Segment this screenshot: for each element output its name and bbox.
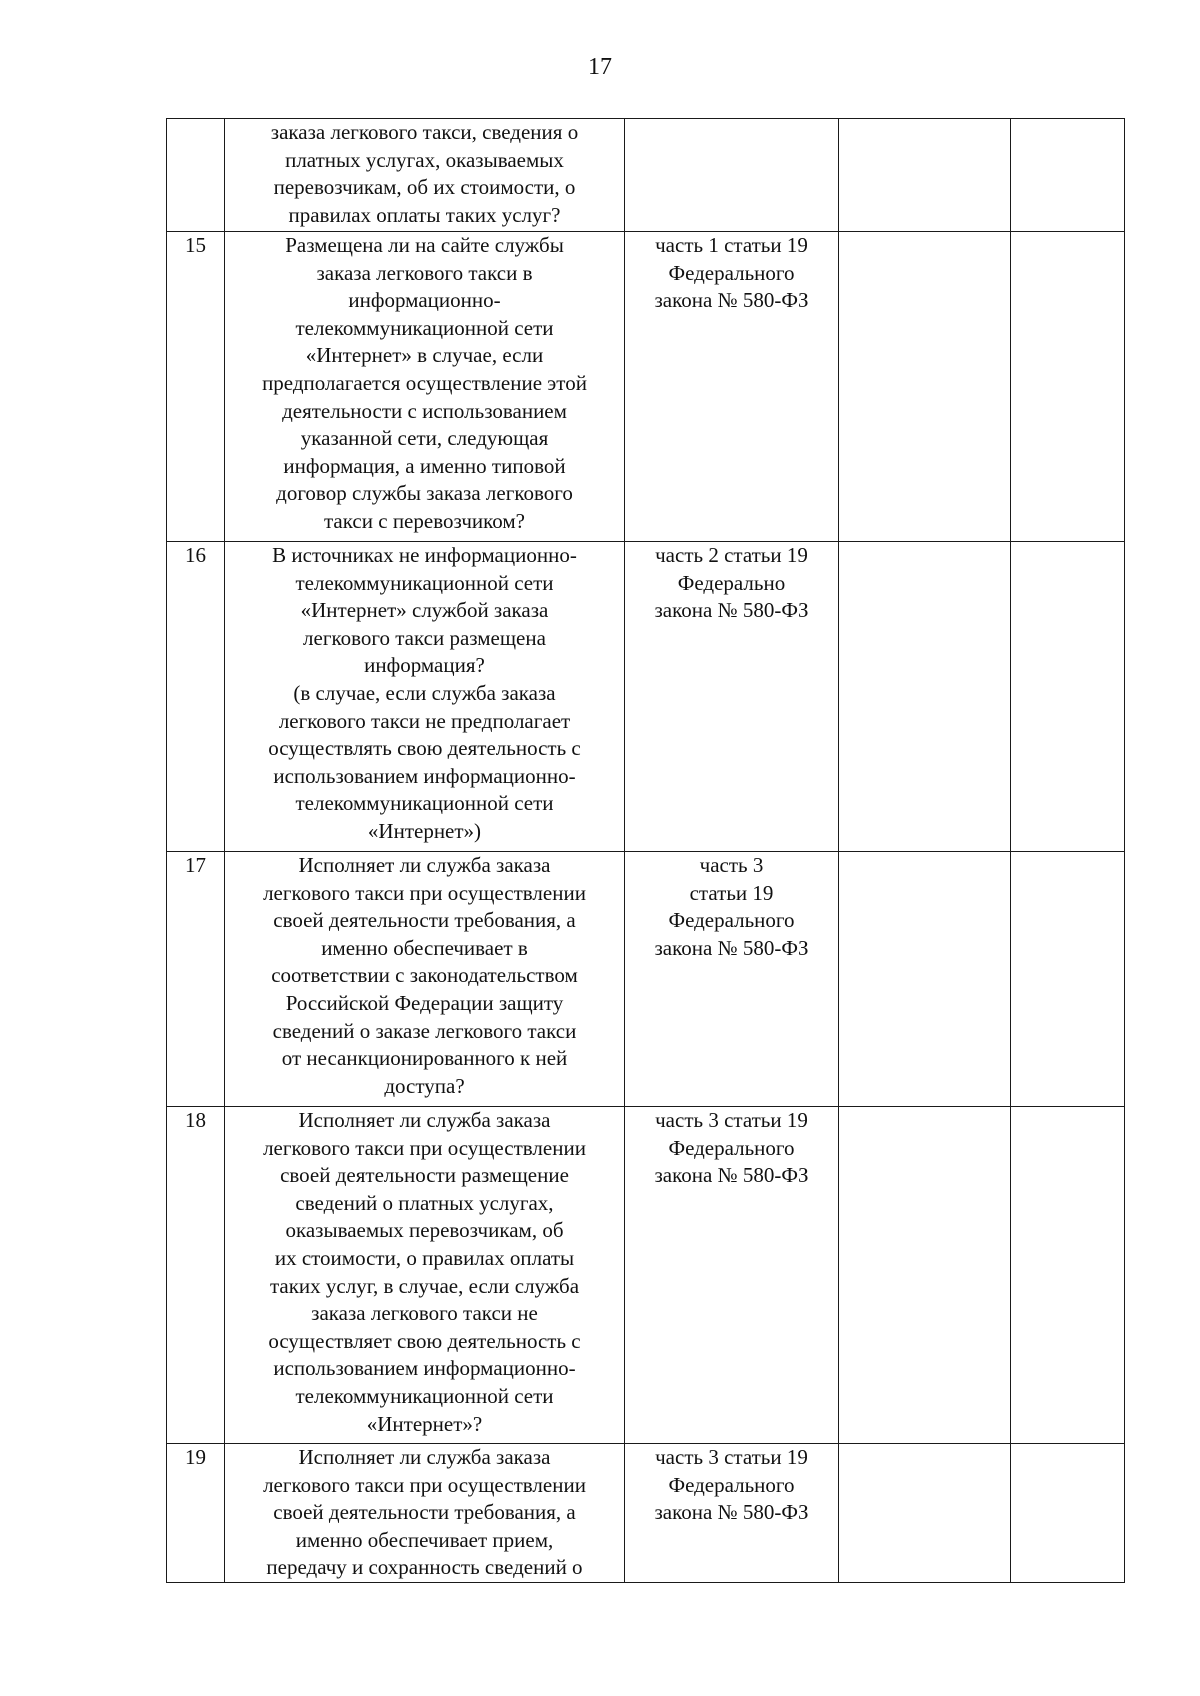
legal-reference-cell xyxy=(625,232,839,542)
question-line: информационно- xyxy=(348,288,501,313)
question-cell xyxy=(225,852,625,1107)
question-line: «Интернет») xyxy=(367,818,482,843)
legal-reference-cell xyxy=(625,1107,839,1444)
table-row xyxy=(167,232,1125,542)
table-row xyxy=(167,119,1125,232)
question-line: заказа легкового такси не xyxy=(311,1301,538,1326)
question-line: В источниках не информационно- xyxy=(272,543,577,567)
legal-reference-cell xyxy=(625,119,839,232)
question-line: телекоммуникационной сети xyxy=(295,791,554,816)
question-line: указанной сети, следующая xyxy=(300,426,549,451)
question-cell xyxy=(225,1107,625,1444)
table-row xyxy=(167,1107,1125,1444)
question-line: договор службы заказа легкового xyxy=(276,481,573,506)
question-line: легкового такси размещена xyxy=(303,625,546,650)
row-number-cell xyxy=(167,119,225,232)
question-line: правилах оплаты таких услуг? xyxy=(288,202,561,227)
empty-cell xyxy=(839,852,1011,1107)
question-line: информация? xyxy=(364,653,485,678)
reference-line: часть 1 статьи 19 xyxy=(655,233,808,257)
question-line: легкового такси при осуществлении xyxy=(263,880,586,905)
empty-cell xyxy=(1011,1444,1125,1583)
reference-line: Федерального xyxy=(668,260,795,285)
question-line: информация, а именно типовой xyxy=(283,453,566,478)
table-row xyxy=(167,1444,1125,1583)
question-line: от несанкционированного к ней xyxy=(281,1046,568,1071)
reference-line: закона № 580-ФЗ xyxy=(654,598,809,623)
empty-cell xyxy=(839,1444,1011,1583)
row-number-cell: 16 xyxy=(167,542,225,852)
row-number-cell: 19 xyxy=(167,1444,225,1583)
question-line: заказа легкового такси, сведения о xyxy=(270,120,579,144)
question-line: перевозчикам, об их стоимости, о xyxy=(273,175,576,200)
row-number-cell: 17 xyxy=(167,852,225,1107)
question-line: Исполняет ли служба заказа xyxy=(298,853,551,877)
reference-line: Федерально xyxy=(677,570,786,595)
question-line: доступа? xyxy=(384,1073,465,1098)
legal-reference-cell xyxy=(625,542,839,852)
reference-line: закона № 580-ФЗ xyxy=(654,1163,809,1188)
question-line: деятельности с использованием xyxy=(282,398,567,423)
reference-line: закона № 580-ФЗ xyxy=(654,1500,809,1525)
reference-line: часть 3 статьи 19 xyxy=(655,1445,808,1469)
question-line: осуществлять свою деятельность с xyxy=(268,736,581,761)
empty-cell xyxy=(839,542,1011,852)
question-line: Размещена ли на сайте службы xyxy=(285,233,564,257)
row-number-cell: 15 xyxy=(167,232,225,542)
question-line: предполагается осуществление этой xyxy=(262,370,587,395)
question-line: телекоммуникационной сети xyxy=(295,315,554,340)
legal-reference-cell xyxy=(625,852,839,1107)
reference-line: часть 2 статьи 19 xyxy=(655,543,808,567)
question-line: Исполняет ли служба заказа xyxy=(298,1445,551,1469)
question-line: использованием информационно- xyxy=(273,763,576,788)
question-cell xyxy=(225,1444,625,1583)
checklist-table xyxy=(166,118,1125,1583)
reference-line: закона № 580-ФЗ xyxy=(654,288,809,313)
question-line: телекоммуникационной сети xyxy=(295,570,554,595)
question-line: своей деятельности требования, а xyxy=(273,1500,576,1525)
row-number-cell: 18 xyxy=(167,1107,225,1444)
empty-cell xyxy=(1011,1107,1125,1444)
question-line: передачу и сохранность сведений о xyxy=(266,1555,583,1580)
question-line: использованием информационно- xyxy=(273,1356,576,1381)
question-line: легкового такси при осуществлении xyxy=(263,1135,586,1160)
empty-cell xyxy=(839,1107,1011,1444)
empty-cell xyxy=(839,119,1011,232)
reference-line: Федерального xyxy=(668,1472,795,1497)
question-line: своей деятельности требования, а xyxy=(273,908,576,933)
question-line: заказа легкового такси в xyxy=(316,260,533,285)
reference-line: закона № 580-ФЗ xyxy=(654,935,809,960)
table-row xyxy=(167,542,1125,852)
question-line: (в случае, если служба заказа xyxy=(293,680,556,705)
question-line: своей деятельности размещение xyxy=(280,1163,569,1188)
question-line: Исполняет ли служба заказа xyxy=(298,1108,551,1132)
empty-cell xyxy=(1011,852,1125,1107)
question-line: таких услуг, в случае, если служба xyxy=(269,1273,580,1298)
empty-cell xyxy=(839,232,1011,542)
reference-line: Федерального xyxy=(668,1135,795,1160)
question-line: их стоимости, о правилах оплаты xyxy=(274,1245,575,1270)
empty-cell xyxy=(1011,232,1125,542)
question-line: осуществляет свою деятельность с xyxy=(268,1328,581,1353)
reference-line: часть 3 xyxy=(699,853,764,877)
question-line: телекоммуникационной сети xyxy=(295,1383,554,1408)
question-line: сведений о платных услугах, xyxy=(295,1190,554,1215)
page-number: 17 xyxy=(588,54,612,80)
question-line: «Интернет» службой заказа xyxy=(300,598,549,623)
question-line: «Интернет» в случае, если xyxy=(305,343,544,368)
question-cell xyxy=(225,232,625,542)
question-line: платных услугах, оказываемых xyxy=(285,147,564,172)
reference-line: часть 3 статьи 19 xyxy=(655,1108,808,1132)
question-line: именно обеспечивает в xyxy=(321,935,528,960)
question-line: именно обеспечивает прием, xyxy=(295,1527,554,1552)
question-line: легкового такси не предполагает xyxy=(278,708,571,733)
question-line: легкового такси при осуществлении xyxy=(263,1472,586,1497)
question-line: оказываемых перевозчикам, об xyxy=(285,1218,564,1243)
table-row xyxy=(167,852,1125,1107)
reference-line: статьи 19 xyxy=(689,880,774,905)
question-line: такси с перевозчиком? xyxy=(324,508,525,533)
empty-cell xyxy=(1011,119,1125,232)
empty-cell xyxy=(1011,542,1125,852)
question-cell xyxy=(225,542,625,852)
legal-reference-cell xyxy=(625,1444,839,1583)
question-line: соответствии с законодательством xyxy=(271,963,578,988)
question-line: сведений о заказе легкового такси xyxy=(272,1018,577,1043)
question-line: Российской Федерации защиту xyxy=(285,990,564,1015)
reference-line: Федерального xyxy=(668,908,795,933)
question-line: «Интернет»? xyxy=(366,1411,483,1436)
question-cell xyxy=(225,119,625,232)
